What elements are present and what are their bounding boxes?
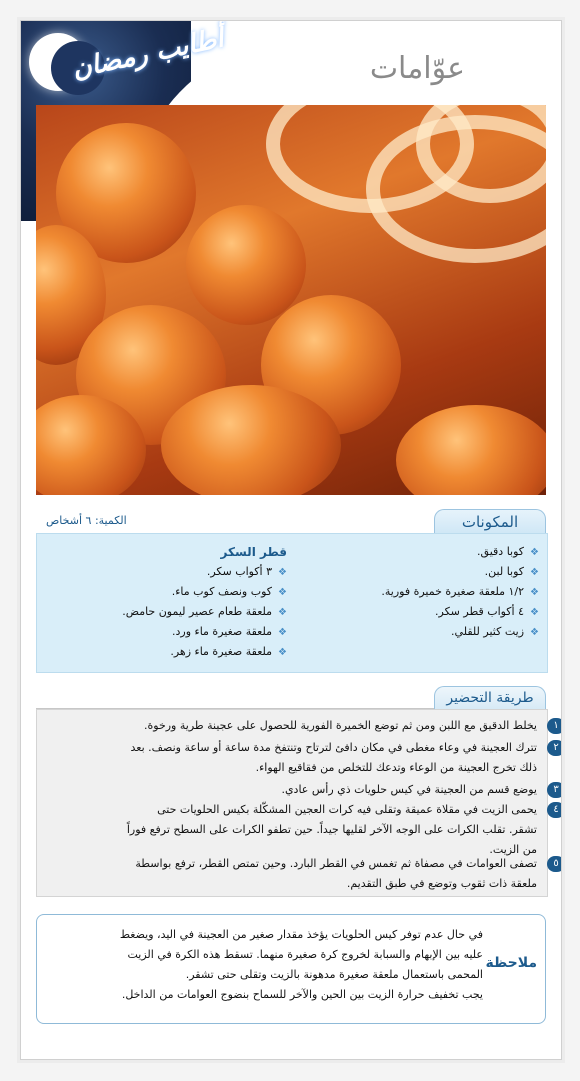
step-number: ٢ xyxy=(547,740,562,756)
bullet-icon: ❖ xyxy=(278,567,287,578)
bullet-icon: ❖ xyxy=(278,607,287,618)
list-item: ❖ملعقة صغيرة ماء ورد. xyxy=(172,625,287,638)
quantity-label: الكمية: ٦ أشخاص xyxy=(46,514,127,527)
bullet-icon: ❖ xyxy=(530,567,539,578)
step-1: ١ يخلط الدقيق مع اللبن ومن ثم توضع الخميرة الفورية للحصول على عجينة طرية ورخوة. xyxy=(49,716,537,736)
list-item: ❖ملعقة صغيرة ماء زهر. xyxy=(170,645,287,658)
list-item: ❖كوبا دقيق. xyxy=(477,545,539,558)
step-number: ٥ xyxy=(547,856,562,872)
preparation-heading: طريقة التحضير xyxy=(434,686,546,709)
syrup-list xyxy=(47,542,287,662)
recipe-photo xyxy=(36,105,546,495)
step-2: ٢ تترك العجينة في وعاء مغطى في مكان دافئ لترتاح وتنتفخ مدة ساعة أو ساعة ونصف. بعد ذلك تخرج العجينة من الوعاء وتدعك للتخلص من فقاقيع الهواء. xyxy=(49,738,537,778)
preparation-box xyxy=(36,709,559,897)
list-item: ❖١/٢ ملعقة صغيرة خميرة فورية. xyxy=(381,585,539,598)
ingredients-main-list xyxy=(279,542,539,642)
list-item: ❖كوب ونصف كوب ماء. xyxy=(171,585,287,598)
syrup-title: قطر السكر xyxy=(220,545,287,559)
preparation-header xyxy=(36,686,546,709)
note-label: ملاحظة xyxy=(485,955,537,971)
step-number: ١ xyxy=(547,718,562,734)
header xyxy=(21,21,561,111)
step-5: ٥ تصفى العوامات في مصفاة ثم تغمس في القطر البارد. وحين تمتص القطر، ترفع بواسطة ملعقة ذات ثقوب وتوضع في طبق التقديم. xyxy=(49,854,537,894)
ingredients-heading: المكونات xyxy=(434,509,546,534)
bullet-icon: ❖ xyxy=(530,587,539,598)
ingredients-header xyxy=(36,509,546,533)
bullet-icon: ❖ xyxy=(278,647,287,658)
brand-logo: أطايب رمضان xyxy=(69,23,227,85)
list-item: ❖٤ أكواب قطر سكر. xyxy=(435,605,539,618)
note-box xyxy=(36,914,546,1024)
bullet-icon: ❖ xyxy=(278,587,287,598)
list-item: ❖كوبا لبن. xyxy=(484,565,539,578)
list-item: ❖٣ أكواب سكر. xyxy=(206,565,287,578)
bullet-icon: ❖ xyxy=(530,627,539,638)
bullet-icon: ❖ xyxy=(278,627,287,638)
bullet-icon: ❖ xyxy=(530,607,539,618)
step-4: ٤ يحمى الزيت في مقلاة عميقة وتقلى فيه كرات العجين المشكّلة بكيس الحلويات حتى تشقر. تقلب الكرات على الوجه الآخر لقليها جيداً. حين تطفو الكرات على السطح ترفع فوراً من الزيت. xyxy=(49,800,537,860)
step-number: ٣ xyxy=(547,782,562,798)
recipe-card xyxy=(20,20,562,1060)
list-item: ❖زيت كثير للقلي. xyxy=(451,625,539,638)
note-text: في حال عدم توفر كيس الحلويات يؤخذ مقدار صغير من العجينة في اليد، ويضغط عليه بين الإبهام والسبابة لخروج كرة صغيرة منهما. تسقط هذه الكرة في الزيت المحمى باستعمال ملعقة صغيرة مدهونة بالزيت وتقلى حتى تشقر. يجب تخفيف حرارة الزيت بين الحين والآخر للسماح بنضوج العوامات من الداخل. xyxy=(119,928,483,1001)
bullet-icon: ❖ xyxy=(530,547,539,558)
ingredients-box xyxy=(36,533,548,673)
page-title: عوّامات xyxy=(369,51,465,86)
step-3: ٣ يوضع قسم من العجينة في كيس حلويات ذي رأس عادي. xyxy=(49,780,537,800)
step-number: ٤ xyxy=(547,802,562,818)
list-item: ❖ملعقة طعام عصير ليمون حامض. xyxy=(122,605,287,618)
